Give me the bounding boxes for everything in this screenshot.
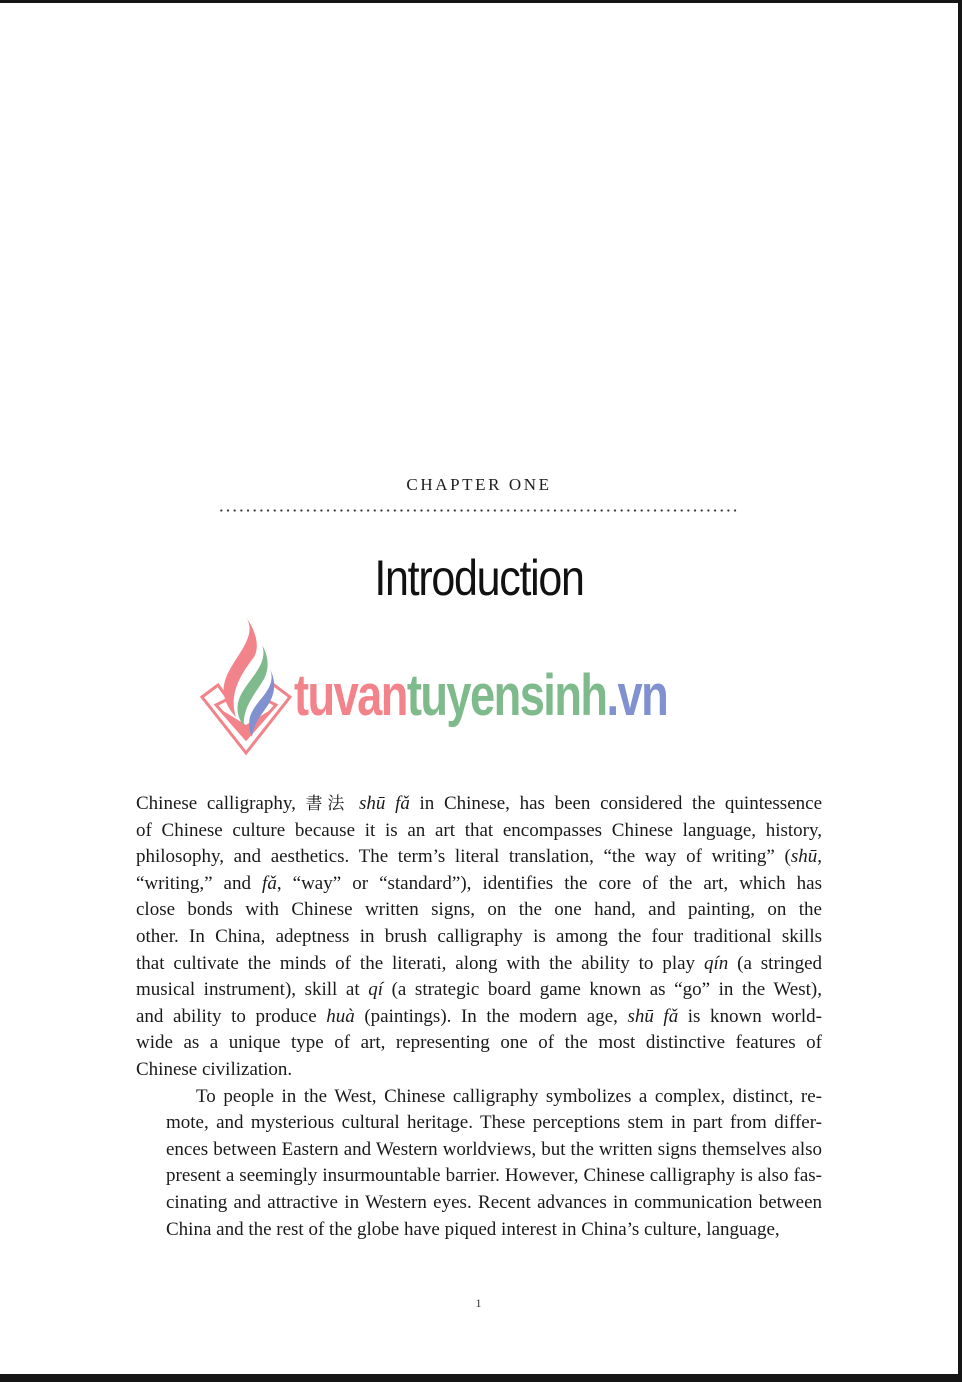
text-line: present a seemingly insurmountable barrier. However, Chinese calligraphy is also fas- <box>166 1165 822 1187</box>
pinyin-term: fǎ <box>262 872 277 894</box>
chapter-label: CHAPTER ONE <box>406 475 552 494</box>
pinyin-term: qín <box>703 952 729 974</box>
body-text <box>136 791 822 1243</box>
watermark-logo <box>198 613 698 758</box>
watermark-text: tuvantuyensinh.vn <box>294 663 668 728</box>
text-line: cinating and attractive in Western eyes. Recent advances in communication between <box>166 1191 822 1213</box>
book-page <box>0 3 958 1374</box>
text-line: China and the rest of the globe have piqued interest in China’s culture, language, <box>166 1218 780 1240</box>
text-line: wide as a unique type of art, representing one of the most distinctive features of <box>136 1032 822 1054</box>
paragraph-2 <box>136 1084 822 1244</box>
paragraph-1 <box>136 791 822 1084</box>
text-line: close bonds with Chinese written signs, on the one hand, and painting, on the <box>136 899 822 921</box>
text-line: and ability to produce huà (paintings). In the modern age, shū fǎ is known world- <box>136 1005 822 1027</box>
text-line: Chinese calligraphy, 書法 shū fǎ in Chinese, has been considered the quintessence <box>136 793 823 814</box>
pinyin-term: huà <box>326 1005 355 1027</box>
text-line: “writing,” and fǎ, “way” or “standard”), identifies the core of the art, which has <box>136 872 823 894</box>
pinyin-term: qí <box>368 979 383 1001</box>
text-line: mote, and mysterious cultural heritage. These perceptions stem in part from differ- <box>166 1112 822 1134</box>
page-number: 1 <box>475 1296 483 1310</box>
text-line: To people in the West, Chinese calligraphy symbolizes a complex, distinct, re- <box>196 1085 822 1107</box>
text-line: of Chinese culture because it is an art that encompasses Chinese language, history, <box>136 819 822 841</box>
text-line: musical instrument), skill at qí (a strategic board game known as “go” in the West), <box>136 979 822 1001</box>
text-line: ences between Eastern and Western worldviews, but the written signs themselves also <box>166 1138 822 1160</box>
text-line: other. In China, adeptness in brush calligraphy is among the four traditional skills <box>136 925 822 947</box>
pinyin-term: shū fǎ <box>359 793 410 814</box>
text-line: philosophy, and aesthetics. The term’s literal translation, “the way of writing” (shū, <box>136 846 822 868</box>
chapter-title: Introduction <box>374 550 584 606</box>
pinyin-term: shū fǎ <box>627 1005 679 1027</box>
pinyin-term: shū <box>790 846 818 868</box>
text-line: that cultivate the minds of the literati, along with the ability to play qín (a stringed <box>136 952 822 974</box>
chinese-characters: 書法 <box>305 794 350 814</box>
text-line: Chinese civilization. <box>136 1058 293 1080</box>
flame-logo-icon <box>198 613 298 758</box>
dotted-divider <box>218 509 739 512</box>
